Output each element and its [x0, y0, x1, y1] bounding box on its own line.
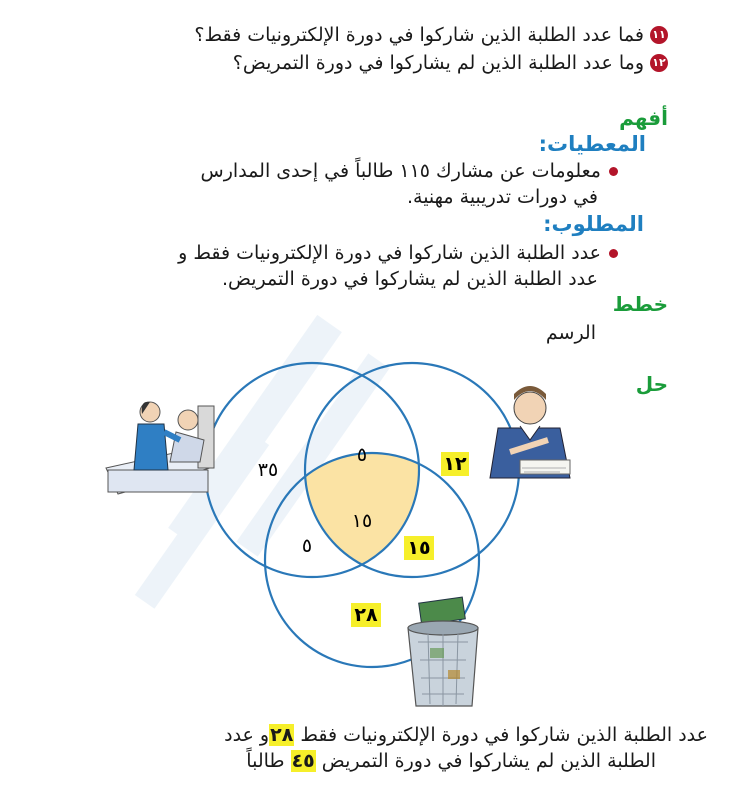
- region-nursing-only: ٣٥: [257, 459, 279, 481]
- required-heading: المطلوب:: [543, 212, 644, 236]
- region-top-only: ١٢: [443, 453, 467, 475]
- plan-text: الرسم: [545, 322, 596, 344]
- question-number-badge: ١١: [650, 26, 668, 44]
- answer-text: عدد الطلبة الذين شاركوا في دورة الإلكترونيات فقط: [294, 724, 708, 746]
- answer-line-1: [68, 722, 708, 748]
- region-bottom-only: ٢٨: [354, 604, 378, 626]
- understand-heading: أفهم: [619, 106, 668, 130]
- question-number-badge: ١٢: [650, 54, 668, 72]
- region-nursing-bottom-overlap: ٥: [301, 535, 313, 557]
- question-text: فما عدد الطلبة الذين شاركوا في دورة الإلكترونيات فقط؟: [194, 24, 644, 46]
- student-illustration: [490, 386, 570, 478]
- solve-heading: حل: [635, 372, 668, 396]
- answer-text: و عدد: [224, 724, 270, 746]
- answer-value-highlight: ٤٥: [291, 750, 315, 772]
- region-nursing-top-overlap: ٥: [356, 444, 368, 466]
- required-line: عدد الطلبة الذين شاركوا في دورة الإلكترونيات فقط و: [88, 240, 618, 266]
- answer-value-highlight: ٢٨: [270, 724, 294, 746]
- answer-text: طالباً: [246, 750, 291, 772]
- plan-heading: خطط: [612, 292, 668, 316]
- electronics-bin-illustration: [408, 597, 478, 706]
- answer-text: الطلبة الذين لم يشاركوا في دورة التمريض: [315, 750, 656, 772]
- givens-line: معلومات عن مشارك ١١٥ طالباً في إحدى المدارس: [158, 158, 618, 184]
- answer-line-2: [96, 748, 656, 774]
- givens-line: في دورات تدريبية مهنية.: [406, 186, 598, 208]
- question-text: وما عدد الطلبة الذين لم يشاركوا في دورة التمريض؟: [232, 52, 644, 74]
- givens-heading: المعطيات:: [538, 132, 646, 156]
- region-top-bottom-overlap: ١٥: [407, 537, 431, 559]
- nurse-patient-illustration: [106, 402, 214, 494]
- required-line: عدد الطلبة الذين لم يشاركوا في دورة التمريض.: [221, 268, 598, 290]
- region-center: ١٥: [351, 510, 373, 532]
